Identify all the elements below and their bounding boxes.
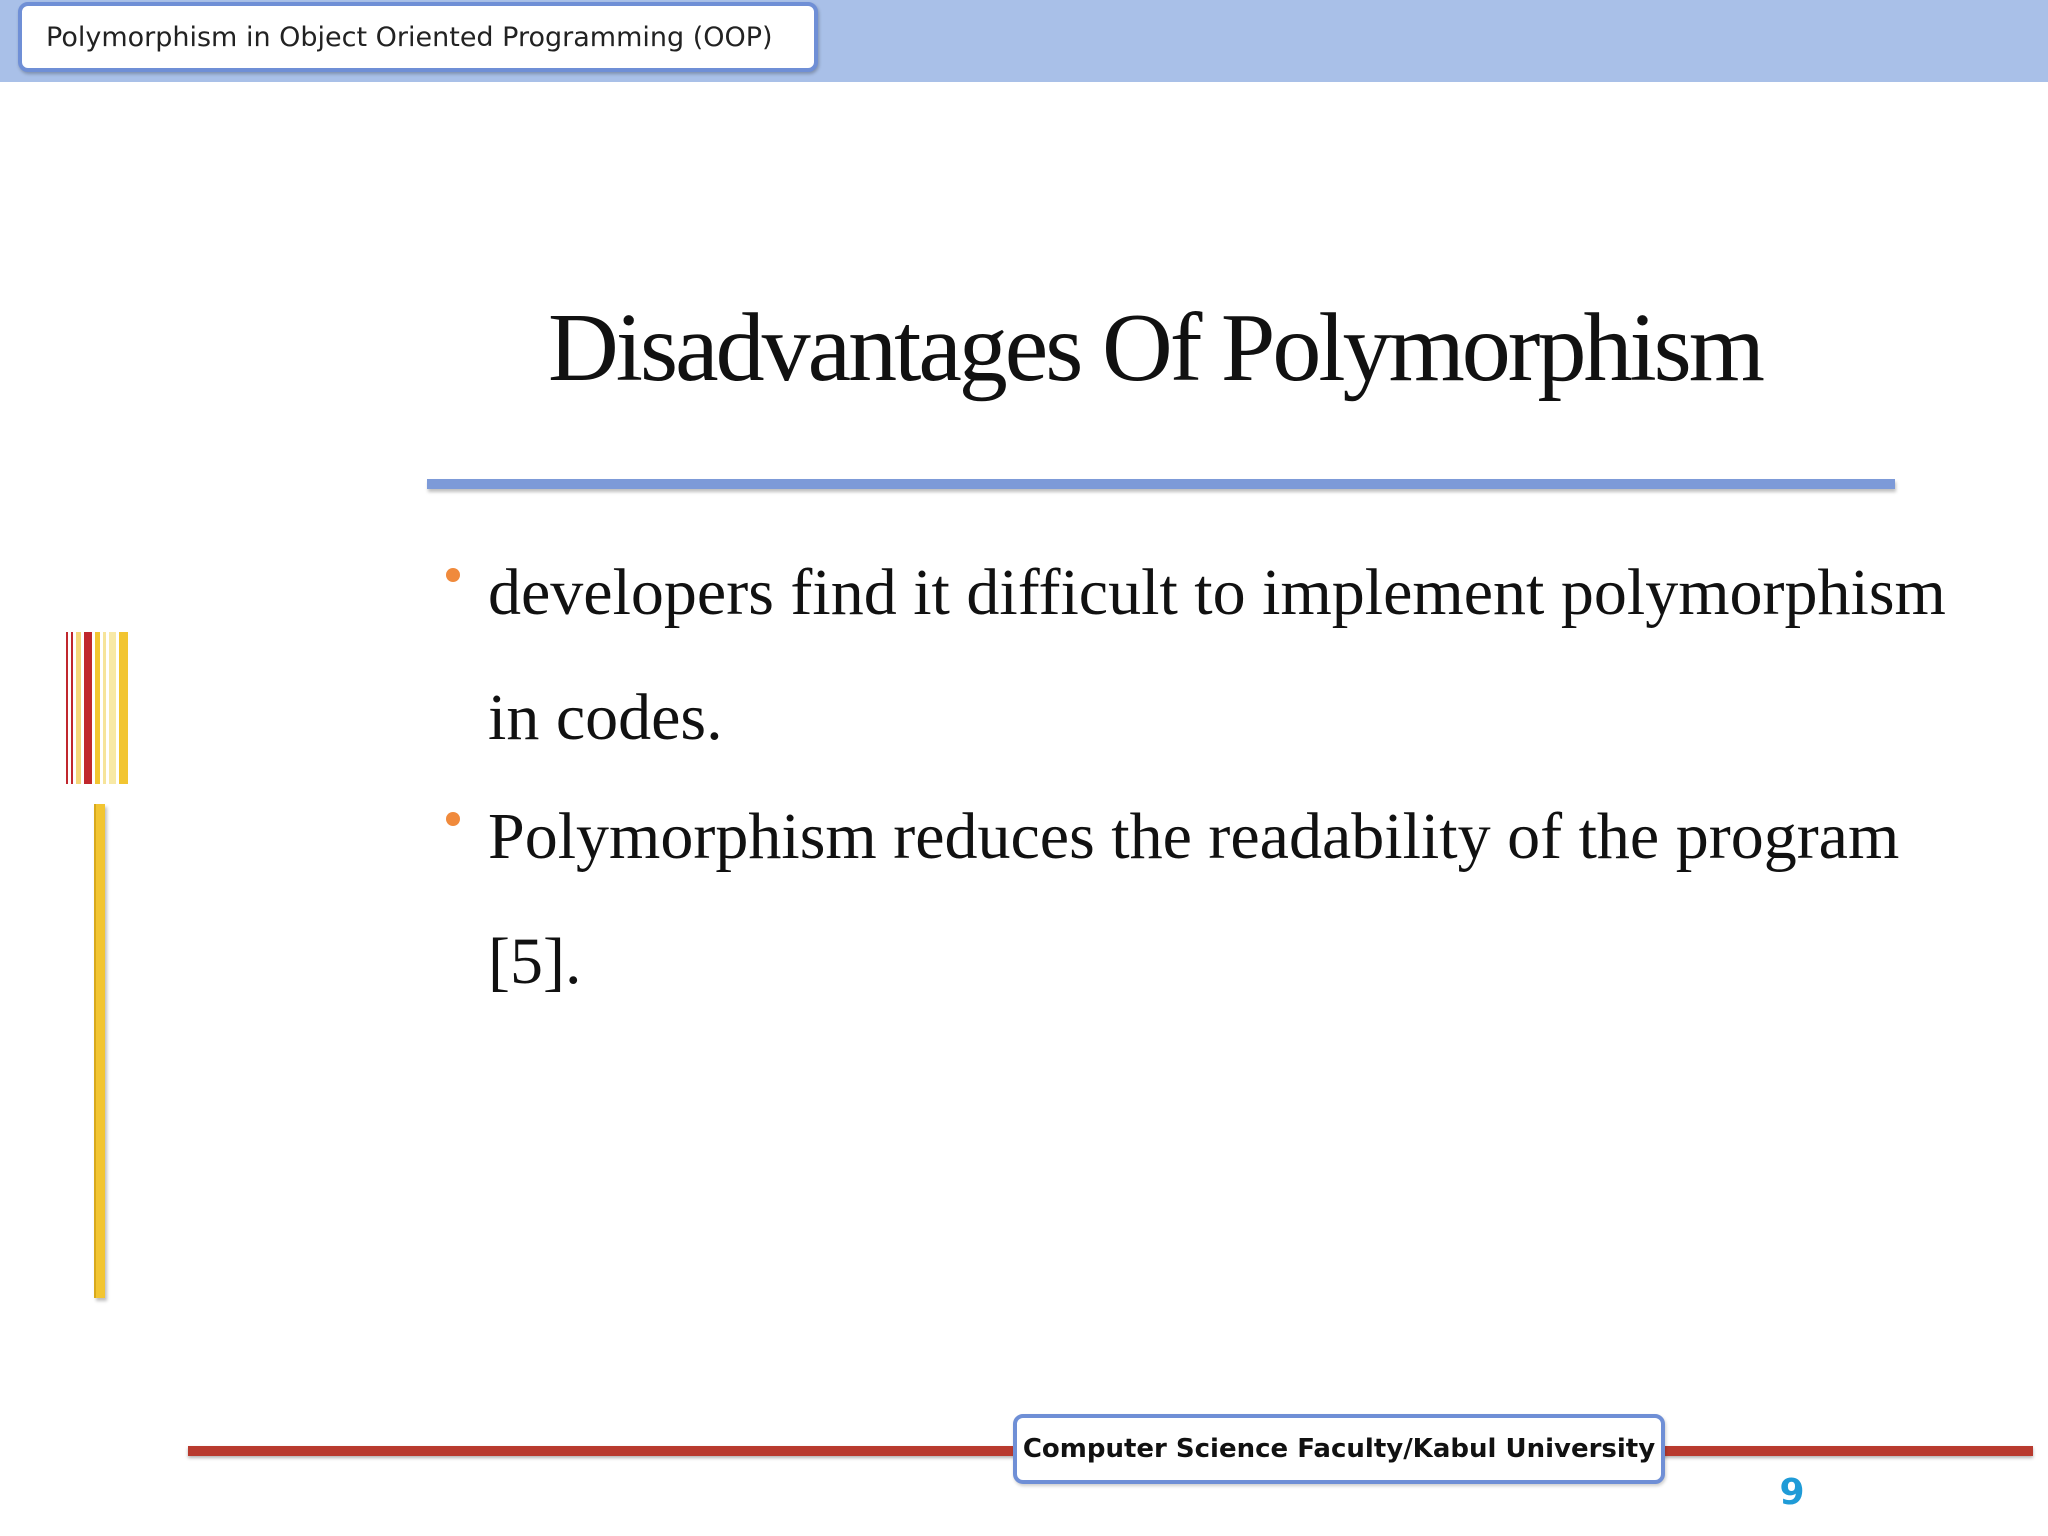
institution-box xyxy=(1013,1414,1665,1484)
bullet-text: Polymorphism reduces the readability of the program [5]. xyxy=(488,800,1900,998)
bullet-dot-icon xyxy=(446,568,460,582)
bullet-text: developers find it difficult to implement polymorphism in codes. xyxy=(488,556,1946,754)
bullet-list xyxy=(446,548,1946,1036)
decorative-vertical-bar xyxy=(94,804,105,1298)
decorative-stripes xyxy=(66,632,130,784)
title-divider xyxy=(427,479,1895,489)
course-title-box xyxy=(18,2,818,72)
bullet-item xyxy=(446,530,1946,780)
course-title: Polymorphism in Object Oriented Programming (OOP) xyxy=(46,21,773,53)
page-number: 9 xyxy=(1779,1472,1805,1513)
slide-title: Disadvantages Of Polymorphism xyxy=(547,294,1763,402)
bullet-dot-icon xyxy=(446,812,460,826)
bullet-item xyxy=(446,774,1946,1024)
institution-label: Computer Science Faculty/Kabul University xyxy=(1022,1434,1656,1464)
